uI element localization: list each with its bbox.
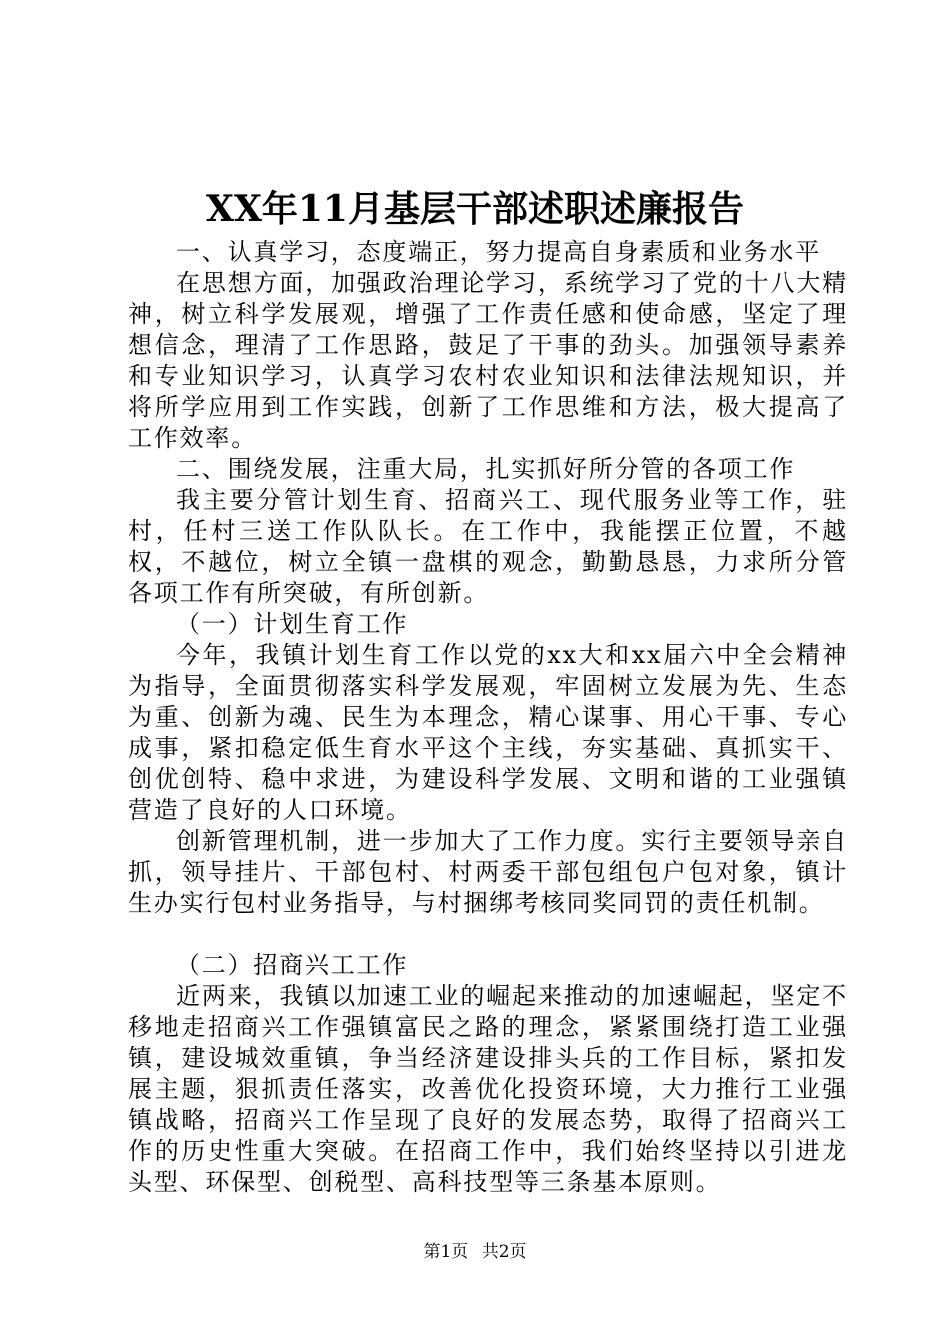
page-footer xyxy=(0,1240,950,1264)
subsection-heading-1: （一）计划生育工作 xyxy=(176,610,409,638)
subsection-heading-2: （二）招商兴工工作 xyxy=(176,951,409,979)
page-number: 第1页 xyxy=(423,1242,469,1262)
document-title: XX年11月基层干部述职述廉报告 xyxy=(206,188,744,230)
document-body xyxy=(128,237,848,1198)
page-total: 共2页 xyxy=(481,1242,527,1262)
section-heading-1: 一、认真学习，态度端正，努力提高自身素质和业务水平 xyxy=(176,238,821,266)
paragraph: 近两来，我镇以加速工业的崛起来推动的加速崛起，坚定不移地走招商兴工作强镇富民之路的理念，紧紧围绕打造工业强镇，建设城效重镇，争当经济建设排头兵的工作目标，紧扣发展主题，狠抓责任落实，改善优化投资环境，大力推行工业强镇战略，招商兴工作呈现了良好的发展态势，取得了招商兴工作的历史性重大突破。在招商工作中，我们始终坚持以引进龙头型、环保型、创税型、高科技型等三条基本原则。 xyxy=(128,982,848,1196)
paragraph: 我主要分管计划生育、招商兴工、现代服务业等工作，驻村，任村三送工作队队长。在工作中，我能摆正位置，不越权，不越位，树立全镇一盘棋的观念，勤勤恳恳，力求所分管各项工作有所突破，有所创新。 xyxy=(128,486,848,607)
section-heading-2: 二、围绕发展，注重大局，扎实抓好所分管的各项工作 xyxy=(176,455,796,483)
paragraph: 创新管理机制，进一步加大了工作力度。实行主要领导亲自抓，领导挂片、干部包村、村两委干部包组包户包对象，镇计生办实行包村业务指导，与村捆绑考核同奖同罚的责任机制。 xyxy=(128,827,848,917)
paragraph: 今年，我镇计划生育工作以党的xx大和xx届六中全会精神为指导，全面贯彻落实科学发展观，牢固树立发展为先、生态为重、创新为魂、民生为本理念，精心谋事、用心干事、专心成事，紧扣稳定低生育水平这个主线，夯实基础、真抓实干、创优创特、稳中求进，为建设科学发展、文明和谐的工业强镇营造了良好的人口环境。 xyxy=(128,641,848,824)
paragraph: 在思想方面，加强政治理论学习，系统学习了党的十八大精神，树立科学发展观，增强了工作责任感和使命感，坚定了理想信念，理清了工作思路，鼓足了干事的劲头。加强领导素养和专业知识学习，认真学习农村农业知识和法律法规知识，并将所学应用到工作实践，创新了工作思维和方法，极大提高了工作效率。 xyxy=(128,269,848,452)
